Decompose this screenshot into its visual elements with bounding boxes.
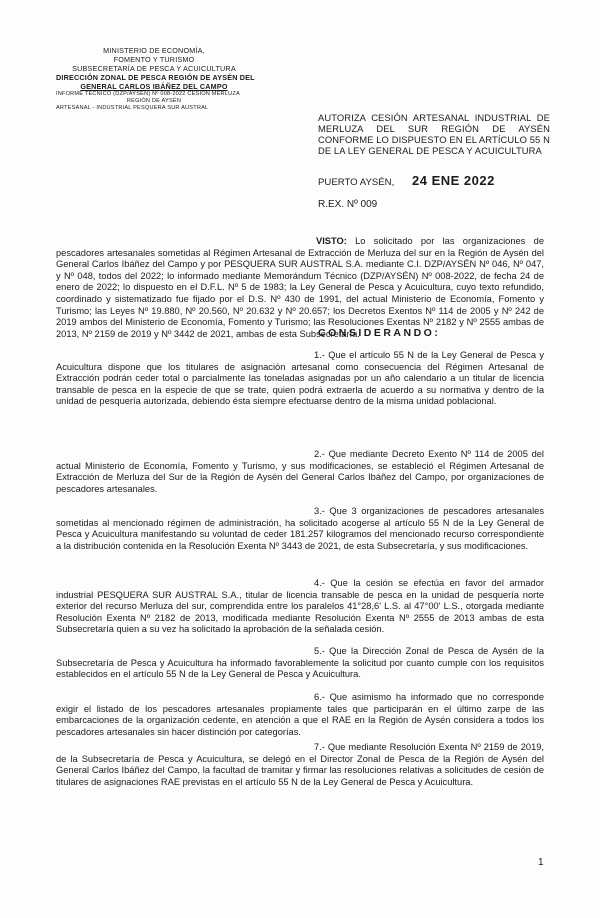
considerando-item: 3.- Que 3 organizaciones de pescadores artesanales sometidas al mencionado régimen de administración, ha solicitado acogerse al artículo 55 N de la Ley General de Pesca y Acuicultura manifestando su voluntad de ceder 181.257 kilogramos del mencionado recurso correspondiente a la distribución contenida en la Resolución Exenta Nº 3443 de 2021, de esta Subsecretaría, y sus modificaciones. [56,506,544,551]
considerando-item: 4.- Que la cesión se efectúa en favor del armador industrial PESQUERA SUR AUSTRAL S.A., titular de licencia transable de pesca en la unidad de pesquería norte exterior del recurso Merluza del sur, comprendida entre los paralelos 41°28,6' L.S. al 47°00' L.S., otorgada mediante Resolución Exenta Nº 2182 de 2013, modificada mediante Resolución Exenta Nº 2555 de 2013 ambas de esta Subsecretaría quien a su vez ha solicitado la aprobación de la señalada cesión. [56,578,544,635]
visto-text: Lo solicitado por las organizaciones de pescadores artesanales sometidas al Régimen Artesanal de Extracción de Merluza del sur en la Región de Aysén del General Carlos Ibáñez del Campo y por PESQUERA SUR AUSTRAL S.A. mediante C.I. DZP/AYSÉN Nº 046, Nº 047, y Nº 048, todos del 2022; lo informado mediante Memorándum Técnico (DZP/AYSÉN) Nº 008-2022, de fecha 24 de enero de 2022; lo dispuesto en el D.F.L. Nº 5 de 1983; la Ley General de Pesca y Acuicultura, cuyo texto refundido, coordinado y sistematizado fue fijado por el D.S. Nº 430 de 1991, del actual Ministerio de Economía, Fomento y Turismo; las Leyes Nº 19.880, Nº 20.560, Nº 20.632 y Nº 20.657; los Decretos Exentos Nº 114 de 2005 y Nº 242 de 2019 ambos del Ministerio de Economía, Fomento y Turismo; las Resoluciones Exentas Nº 2182 y Nº 2555 ambas de 2013, Nº 2159 de 2019 y Nº 3442 de 2021, ambas de esta Subsecretaría. [56,236,544,339]
header-line: REGIÓN DE AYSÉN [126,98,182,105]
header-line: ARTESANAL - INDUSTRIAL PESQUERA SUR AUSTRAL [56,105,209,112]
header-line: DIRECCIÓN ZONAL DE PESCA REGIÓN DE AYSÉN DEL [56,73,255,82]
considerando-item: 2.- Que mediante Decreto Exento Nº 114 de 2005 del actual Ministerio de Economía, Fomento y Turismo, y sus modificaciones, se estableció el Régimen Artesanal de Extracción de Merluza del Sur de la Región de Aysén del General Carlos Ibáñez del Campo, por organizaciones de pescadores artesanales. [56,449,544,494]
considerando-heading: CONSIDERANDO: [318,327,441,339]
resolution-number: R.EX. Nº 009 [318,199,378,210]
considerando-item: 7.- Que mediante Resolución Exenta Nº 2159 de 2019, de la Subsecretaría de Pesca y Acuicultura, se delegó en el Director Zonal de Pesca de la Región de Aysén del General Carlos Ibáñez del Campo, la facultad de tramitar y firmar las resoluciones relativas a solicitudes de cesión de titulares de asignaciones RAE previstas en el artículo 55 N de la Ley General de Pesca y Acuicultura. [56,742,544,787]
header-line: INFORME TÉCNICO (DZP/AYSÉN) Nº 008-2022 CESIÓN MERLUZA [56,91,240,97]
considerando-item: 5.- Que la Dirección Zonal de Pesca de Aysén de la Subsecretaría de Pesca y Acuicultura ha informado favorablemente la solicitud por cuanto cumple con los requisitos establecidos en el artículo 55 N de la Ley General de Pesca y Acuicultura. [56,646,544,680]
institution-header [56,46,255,113]
visto-paragraph [56,236,544,340]
place-label: PUERTO AYSÉN, [318,177,395,188]
header-line: SUBSECRETARÍA DE PESCA Y ACUICULTURA [72,64,236,73]
document-title: AUTORIZA CESIÓN ARTESANAL INDUSTRIAL DE MERLUZA DEL SUR REGIÓN DE AYSÉN CONFORME LO DISPUESTO EN EL ARTÍCULO 55 N DE LA LEY GENERAL DE PESCA Y ACUICULTURA [318,112,550,156]
date-stamp: 24 ENE 2022 [412,173,495,188]
considerando-item: 6.- Que asimismo ha informado que no corresponde exigir el listado de los pescadores artesanales propiamente tales que participarán en el último zarpe de las embarcaciones de la organización cedente, en atención a que el RAE en la Región de Aysén considera a todos los pescadores artesanales sin hacer distinción por categorías. [56,692,544,737]
page-number: 1 [538,857,544,868]
visto-label: VISTO: [316,236,347,246]
header-line: GENERAL CARLOS IBÁÑEZ DEL CAMPO [80,82,228,91]
header-line: MINISTERIO DE ECONOMÍA, [103,46,205,55]
header-line: FOMENTO Y TURISMO [113,55,195,64]
considerando-item: 1.- Que el artículo 55 N de la Ley General de Pesca y Acuicultura dispone que los titulares de asignación artesanal como consecuencia del Régimen Artesanal de Extracción podrán ceder total o parcialmente las toneladas asignadas por un año calendario a un titular de licencia transable de pesca en la especie de que se trate, quien podrá extraerla de acuerdo a su normativa y dentro de la unidad de pesquería autorizada, debiendo ésta siempre efectuarse dentro de la misma unidad poblacional. [56,350,544,407]
